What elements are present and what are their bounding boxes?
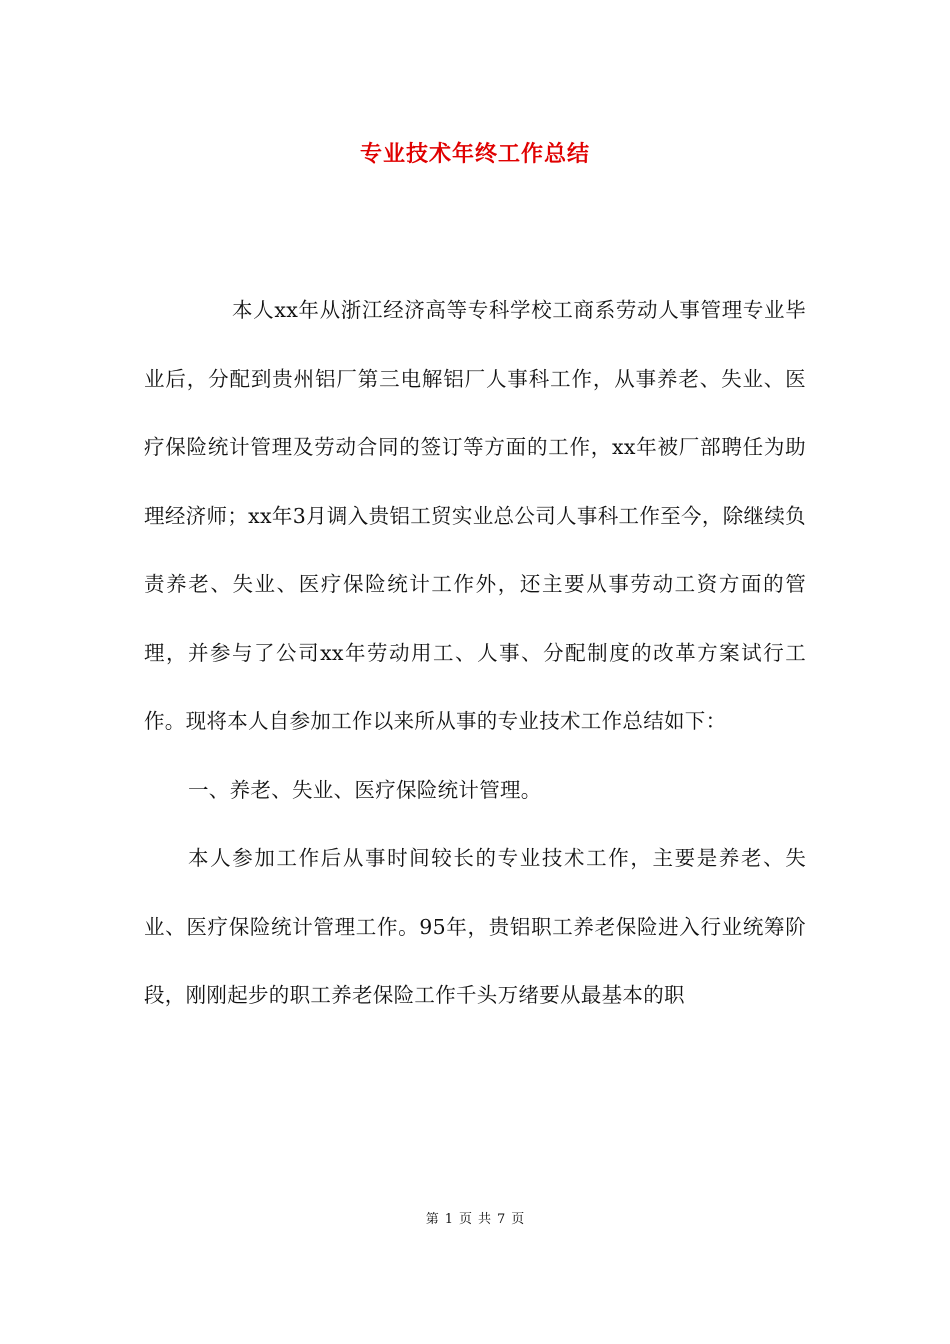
document-body	[144, 276, 806, 1030]
footer-total-word: 共	[478, 1212, 492, 1227]
paragraph-insurance: 本人参加工作后从事时间较长的专业技术工作，主要是养老、失业、医疗保险统计管理工作。95年，贵铝职工养老保险进入行业统筹阶段，刚刚起步的职工养老保险工作千头万绪要从最基本的职	[144, 846, 806, 1007]
section-heading-insurance: 一、养老、失业、医疗保险统计管理。	[188, 777, 542, 802]
page-footer	[0, 1210, 950, 1230]
paragraph-intro: 本人xx年从浙江经济高等专科学校工商系劳动人事管理专业毕业后，分配到贵州铝厂第三电解铝厂人事科工作，从事养老、失业、医疗保险统计管理及劳动合同的签订等方面的工作，xx年被厂部聘任为助理经济师；xx年3月调入贵铝工贸实业总公司人事科工作至今，除继续负责养老、失业、医疗保险统计工作外，还主要从事劳动工资方面的管理，并参与了公司xx年劳动用工、人事、分配制度的改革方案试行工作。现将本人自参加工作以来所从事的专业技术工作总结如下：	[144, 298, 806, 733]
footer-total-pages: 7	[497, 1212, 506, 1227]
footer-page-word: 页	[458, 1212, 472, 1227]
footer-current-page: 1	[444, 1212, 453, 1227]
footer-suffix: 页	[511, 1212, 525, 1227]
footer-prefix: 第	[425, 1212, 439, 1227]
document-title: 专业技术年终工作总结	[359, 141, 590, 167]
